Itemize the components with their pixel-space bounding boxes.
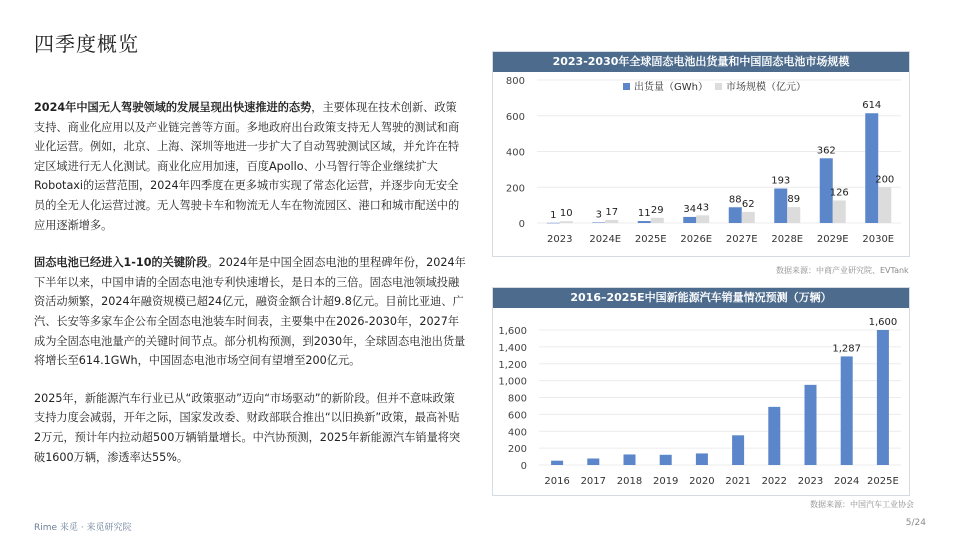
body-text [34,98,466,485]
nev-sales-chart-panel [492,287,910,496]
y-tick-label: 800 [507,393,527,405]
bar [605,220,618,223]
bar [729,207,742,223]
chart-source: 数据来源：中商产业研究院、EVTank [776,266,909,275]
battery-chart-panel [492,51,910,257]
x-tick-label: 2030E [862,234,895,245]
x-tick-label: 2018 [616,476,643,487]
data-label: 11 [637,208,651,220]
bar [547,223,560,224]
paragraph-solid-state-battery [34,253,466,371]
bar [660,455,672,465]
bar [833,200,846,223]
paragraph-body: ，主要体现在技术创新、政策支持、商业化应用以及产业链完善等方面。多地政府出台政策支持无人驾驶的测试和商业化运营。例如，北京、上海、深圳等地进一步扩大了自动驾驶测试区域，并允许在特定区域进行无人化测试。商业化应用加速，百度Apollo、小马智行等企业继续扩大Robotaxi的运营范围，2024年四季度在更多城市实现了常态化运营，并逐步向无安全员的全无人化运营过渡。无人驾驶卡车和物流无人车在物流园区、港口和城市配送中的应用逐渐增多。 [34,101,460,232]
chart-title: 2016–2025E中国新能源汽车销量情况预测（万辆） [493,288,909,308]
x-tick-label: 2021 [725,476,751,487]
x-tick-label: 2028E [771,234,804,245]
x-tick-label: 2026E [680,234,713,245]
paragraph-nev-market [34,389,466,467]
y-tick-label: 1,000 [498,376,527,388]
paragraph-body: 2025年，新能源汽车行业已从“政策驱动”迈向“市场驱动”的新阶段。但并不意味政策支持力度会减弱，开年之际，国家发改委、财政部联合推出“以旧换新”政策，最高补贴2万元，预计年内拉动超500万辆销量增长。中汽协预测，2025年新能源汽车销量将突破1600万辆，渗透率达55%。 [34,391,461,464]
bar [560,221,573,223]
y-tick-label: 0 [520,461,527,472]
x-tick-label: 2029E [816,234,849,245]
y-tick-label: 400 [505,147,525,159]
y-tick-label: 200 [505,183,525,195]
data-label: 89 [787,194,801,206]
bar [696,453,708,465]
paragraph-autonomous-driving [34,98,466,235]
data-label: 1 [550,209,557,221]
x-tick-label: 2022 [761,476,788,487]
x-tick-label: 2023 [797,476,824,487]
data-label: 29 [650,204,664,216]
x-tick-label: 2027E [725,234,758,245]
y-tick-label: 1,200 [498,359,527,371]
data-label: 200 [875,174,895,186]
y-tick-label: 200 [507,444,527,456]
bar [877,330,889,465]
x-tick-label: 2025E [867,476,899,487]
data-label: 1,600 [868,317,898,328]
page-title: 四季度概览 [34,32,139,56]
bar [787,207,800,223]
bar [841,356,853,465]
data-label: 126 [829,187,849,199]
x-tick-label: 2019 [652,476,679,487]
data-label: 362 [816,145,836,157]
y-tick-label: 600 [505,111,525,123]
data-label: 34 [683,203,697,215]
legend-swatch [715,83,722,90]
x-tick-label: 2025E [634,234,667,245]
paragraph-body: 。2024年是中国全固态电池的里程碑年份，2024年下半年以来，中国申请的全固态电池专利快速增长，是日本的三倍。固态电池领域投融资活动频繁，2024年融资规模已超24亿元，融资金额合计超9.8亿元。目前比亚迪、广汽、长安等多家车企公布全固态电池装车时间表，主要集中在2026-2030年，2027年成为全固态电池量产的关键时间节点。部分机构预测，到2030年，全球固态电池出货量将增长至614.1GWh，中国固态电池市场空间有望增至200亿元。 [34,256,466,368]
x-tick-label: 2023 [547,234,573,245]
bar [651,218,664,223]
y-tick-label: 800 [505,76,525,87]
footer-logo: Rime 来觅 · 来觅研究院 [34,523,132,533]
battery-chart [493,72,909,256]
y-tick-label: 0 [518,219,525,230]
bar [624,454,636,465]
y-tick-label: 600 [507,410,527,422]
data-label: 88 [728,194,742,206]
legend-label: 出货量（GWh） [634,82,708,93]
chart-title: 2023-2030年全球固态电池出货量和中国固态电池市场规模 [493,52,909,72]
bar [696,215,709,223]
bar [742,212,755,223]
bar [774,189,787,223]
bar [805,385,817,465]
bar [878,187,891,223]
y-tick-label: 1,600 [498,326,527,337]
bar [865,113,878,223]
chart-source: 数据来源：中国汽车工业协会 [810,500,914,509]
nev-sales-chart [493,308,909,495]
y-tick-label: 1,400 [498,342,527,354]
data-label: 3 [595,209,602,221]
bar [732,435,744,465]
data-label: 1,287 [832,343,862,355]
bar [551,461,563,465]
bar [592,222,605,223]
paragraph-lead: 固态电池已经进入1-10的关键阶段 [34,256,208,270]
legend-label: 市场规模（亿元） [726,82,806,93]
bar [768,407,780,465]
bar [683,217,696,223]
x-tick-label: 2024E [589,234,622,245]
page-number: 5/24 [905,518,926,528]
x-tick-label: 2017 [580,476,607,487]
x-tick-label: 2024 [833,476,860,487]
data-label: 17 [605,206,619,218]
data-label: 62 [741,198,755,210]
x-tick-label: 2016 [544,476,570,487]
paragraph-lead: 2024年中国无人驾驶领域的发展呈现出快速推进的态势 [34,101,312,114]
data-label: 10 [559,208,573,220]
bar [587,459,599,465]
data-label: 193 [771,175,791,187]
data-label: 614 [862,100,882,112]
x-tick-label: 2020 [689,476,715,487]
y-tick-label: 400 [507,427,527,439]
bar [638,221,651,223]
data-label: 43 [696,202,710,214]
legend-swatch [623,83,630,90]
